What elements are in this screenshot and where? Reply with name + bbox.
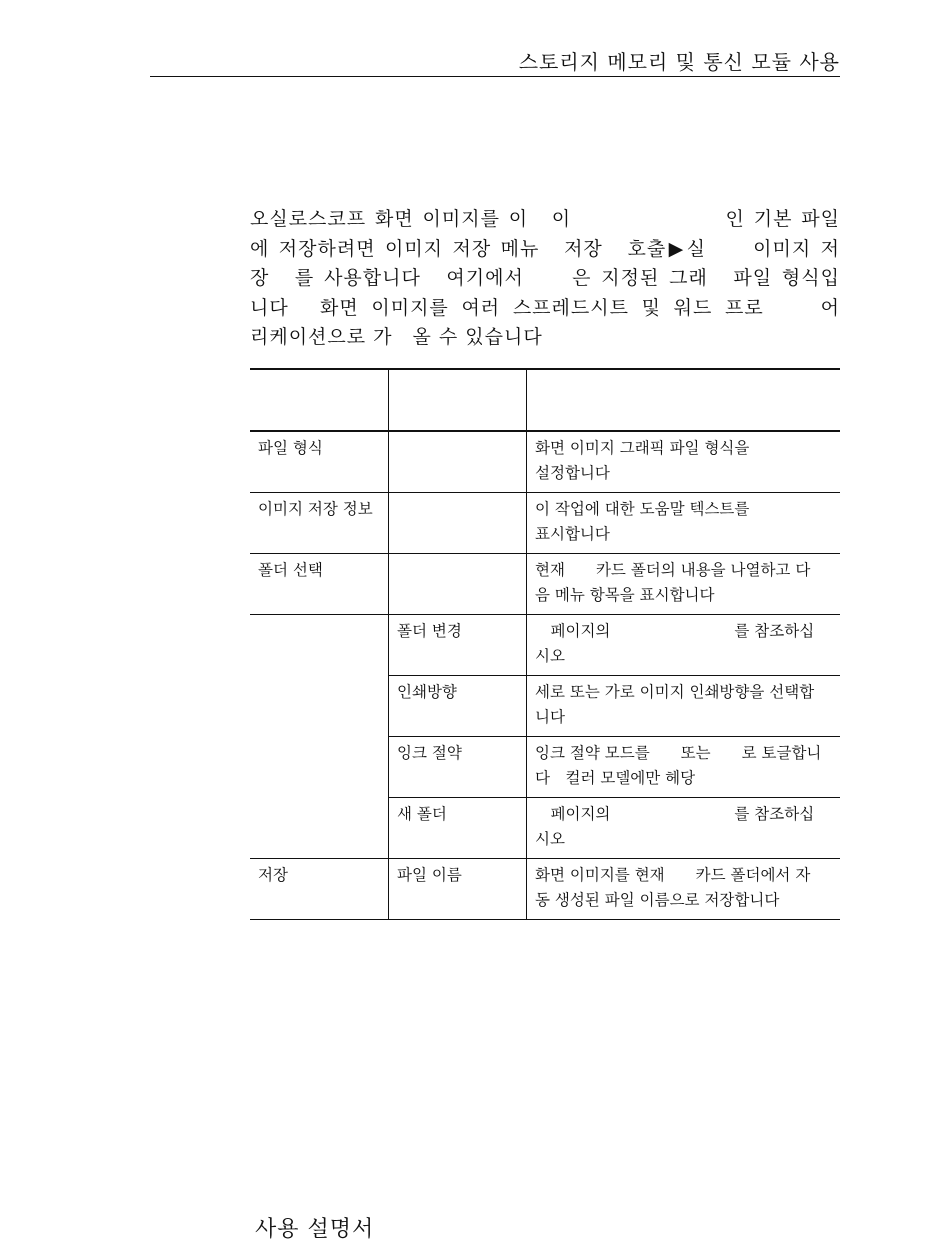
running-header: 스토리지 메모리 및 통신 모듈 사용 — [518, 50, 840, 74]
table-header-cell — [389, 369, 527, 431]
table-cell: 파일 형식 — [250, 431, 389, 493]
table-cell — [527, 676, 841, 737]
cell-line: 화면 이미지를 현재 카드 폴더에서 자 — [535, 866, 811, 884]
intro-line: 장 를 사용합니다 여기에서 은 지정된 그래 파일 형식입 — [250, 267, 840, 289]
table-cell — [250, 676, 389, 737]
table-cell — [389, 431, 527, 493]
table-cell — [389, 493, 527, 554]
table-row — [250, 431, 840, 493]
table-header-cell — [250, 369, 389, 431]
table-cell — [527, 737, 841, 798]
cell-line: 이 작업에 대한 도움말 텍스트를 — [535, 500, 750, 518]
table-cell: 이미지 저장 정보 — [250, 493, 389, 554]
table-cell — [527, 615, 841, 676]
cell-line: 페이지의 를 참조하십 — [535, 622, 815, 640]
cell-line: 시오 — [535, 647, 565, 665]
intro-line: 오실로스코프 화면 이미지를 이 이 인 기본 파일 — [250, 208, 840, 230]
intro-paragraph — [250, 205, 840, 353]
cell-line: 동 생성된 파일 이름으로 저장합니다 — [535, 891, 780, 909]
header-rule — [150, 76, 840, 77]
table-cell — [250, 737, 389, 798]
table-cell — [250, 615, 389, 676]
table-cell — [527, 493, 841, 554]
cell-line: 잉크 절약 모드를 또는 로 토글합니 — [535, 744, 822, 762]
intro-line: 니다 화면 이미지를 여러 스프레드시트 및 워드 프로 어 — [250, 296, 840, 319]
table-row — [250, 493, 840, 554]
table-header-cell — [527, 369, 841, 431]
cell-line: 화면 이미지 그래픽 파일 형식을 — [535, 439, 750, 457]
table-cell: 인쇄방향 — [389, 676, 527, 737]
cell-line: 현재 카드 폴더의 내용을 나열하고 다 — [535, 561, 811, 579]
cell-line: 표시합니다 — [535, 525, 610, 543]
table-cell — [527, 431, 841, 493]
table-cell: 저장 — [250, 859, 389, 920]
table-row — [250, 676, 840, 737]
page-footer: 사용 설명서 — [255, 1217, 375, 1242]
table-cell — [527, 554, 841, 615]
table-row — [250, 554, 840, 615]
table-cell: 폴더 선택 — [258, 561, 323, 579]
cell-line: 니다 — [535, 708, 565, 726]
cell-line: 다 컬러 모델에만 헤당 — [535, 769, 696, 787]
table-cell: 파일 이름 — [389, 859, 527, 920]
table-cell: 새 폴더 — [389, 798, 527, 859]
cell-line: 페이지의 를 참조하십 — [535, 805, 815, 823]
table-cell — [527, 859, 841, 920]
table-row — [250, 798, 840, 859]
table-cell: 잉크 절약 — [389, 737, 527, 798]
table-cell — [389, 554, 527, 615]
cell-line: 음 메뉴 항목을 표시합니다 — [535, 586, 715, 604]
intro-line: 에 저장하려면 이미지 저장 메뉴 저장 호출▶실 이미지 저 — [250, 237, 840, 260]
table-header-row — [250, 369, 840, 431]
cell-line: 세로 또는 가로 이미지 인쇄방향을 선택합 — [535, 683, 815, 701]
cell-line: 설정합니다 — [535, 464, 610, 482]
menu-table — [250, 368, 840, 920]
table-row — [250, 737, 840, 798]
table-row — [250, 859, 840, 920]
intro-line: 리케이션으로 가 올 수 있습니다 — [250, 326, 543, 348]
cell-line: 시오 — [535, 830, 565, 848]
table-cell — [527, 798, 841, 859]
table-cell — [250, 798, 389, 859]
table-row — [250, 615, 840, 676]
table-cell: 폴더 변경 — [389, 615, 527, 676]
